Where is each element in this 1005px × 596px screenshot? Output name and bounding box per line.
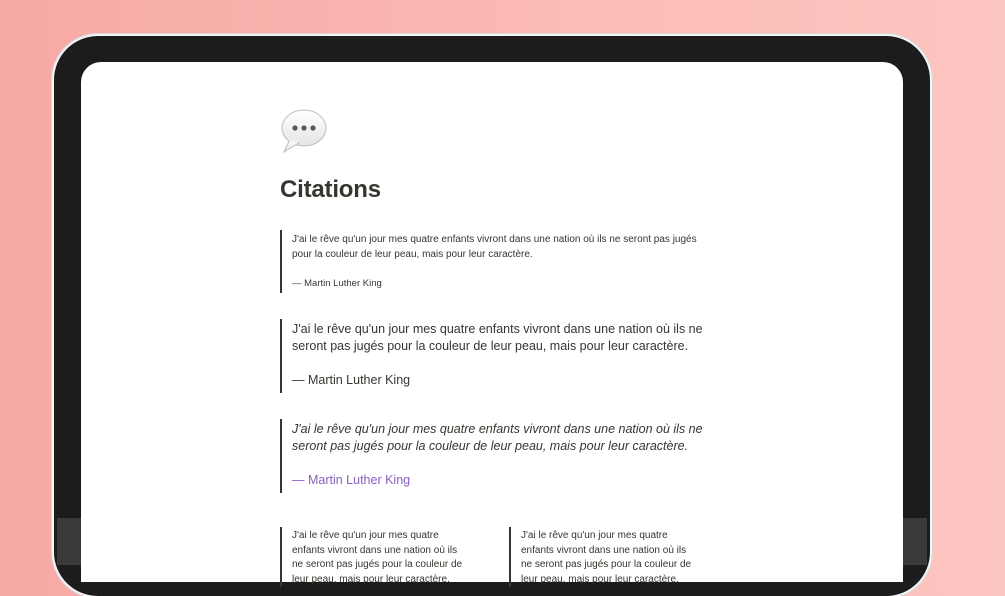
quote-column-right[interactable] [509, 527, 696, 587]
quote-block-italic[interactable] [280, 419, 710, 493]
tablet-screen [81, 62, 903, 585]
quote-text: J'ai le rêve qu'un jour mes quatre enfants vivront dans une nation où ils ne seront pas jugés pour la couleur de leur peau, mais pour leur caractère. [292, 530, 463, 585]
speech-bubble-icon [280, 106, 330, 156]
quote-author: — Martin Luther King [292, 373, 411, 387]
quote-text: J'ai le rêve qu'un jour mes quatre enfants vivront dans une nation où ils ne seront pas jugés pour la couleur de leur peau, mais pour leur caractère. [521, 530, 692, 585]
quote-columns [280, 527, 710, 587]
quote-block-regular[interactable] [280, 319, 710, 393]
quote-author: — Martin Luther King [292, 473, 411, 487]
quote-text: J'ai le rêve qu'un jour mes quatre enfants vivront dans une nation où ils ne seront pas jugés pour la couleur de leur peau, mais pour leur caractère. [292, 234, 697, 260]
quote-text: J'ai le rêve qu'un jour mes quatre enfants vivront dans une nation où ils ne seront pas jugés pour la couleur de leur peau, mais pour leur caractère. [292, 422, 703, 453]
page-content [280, 106, 710, 587]
quote-text: J'ai le rêve qu'un jour mes quatre enfants vivront dans une nation où ils ne seront pas jugés pour la couleur de leur peau, mais pour leur caractère. [292, 322, 703, 353]
page-title: Citations [280, 176, 381, 203]
quote-column-left[interactable] [280, 527, 467, 587]
quote-block-small[interactable] [280, 230, 710, 293]
quote-author: — Martin Luther King [292, 278, 382, 289]
